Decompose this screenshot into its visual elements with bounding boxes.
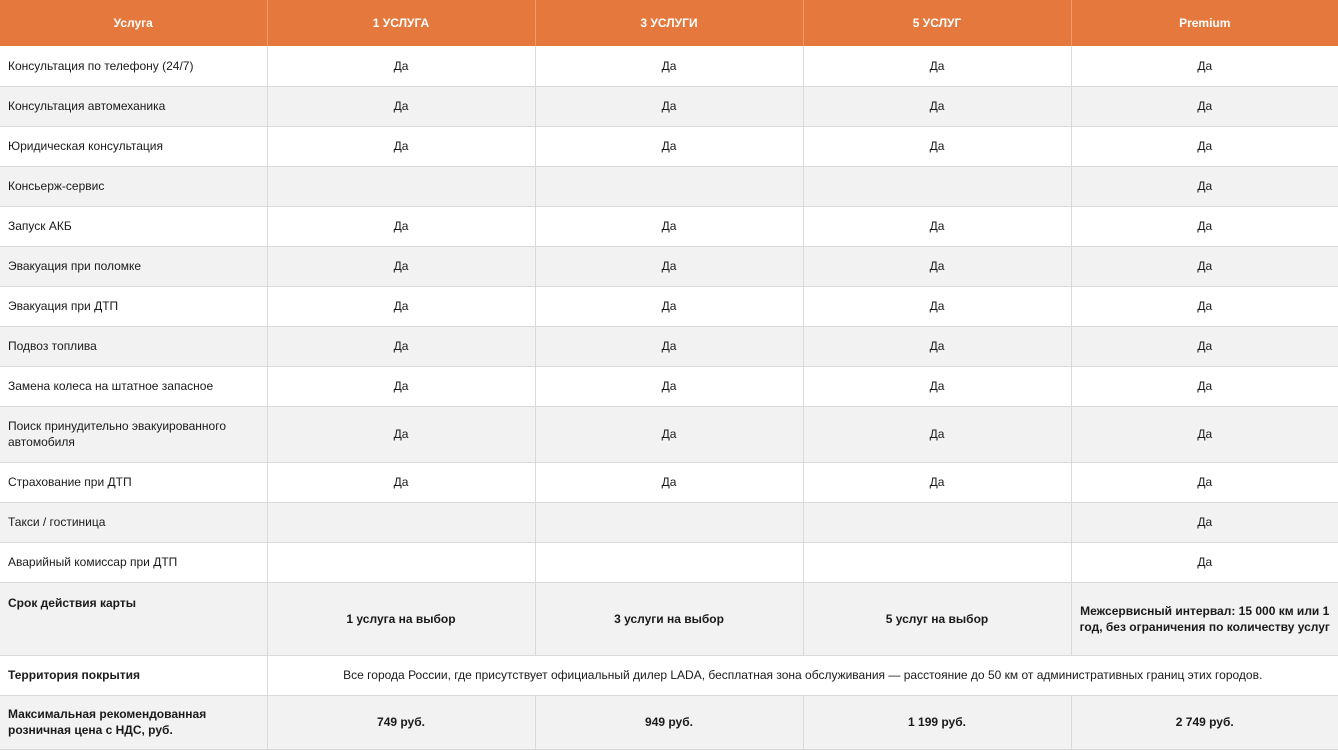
plan-3-cell: Да bbox=[535, 406, 803, 462]
service-name: Поиск принудительно эвакуированного автомобиля bbox=[0, 406, 267, 462]
table-row bbox=[0, 406, 1338, 462]
plan-1-cell bbox=[267, 542, 535, 582]
plan-3-cell: Да bbox=[535, 206, 803, 246]
table-body bbox=[0, 46, 1338, 749]
plan-5-cell: Да bbox=[803, 86, 1071, 126]
price-label: Максимальная рекомендованная розничная цена с НДС, руб. bbox=[0, 695, 267, 749]
territory-value: Все города России, где присутствует официальный дилер LADA, бесплатная зона обслуживания — расстояние до 50 км от административных границ этих городов. bbox=[267, 655, 1338, 695]
header-row bbox=[0, 0, 1338, 46]
table-row bbox=[0, 86, 1338, 126]
table-row bbox=[0, 462, 1338, 502]
table-row bbox=[0, 206, 1338, 246]
validity-label: Срок действия карты bbox=[0, 582, 267, 655]
plan-3-cell bbox=[535, 166, 803, 206]
validity-plan-3: 3 услуги на выбор bbox=[535, 582, 803, 655]
service-name: Страхование при ДТП bbox=[0, 462, 267, 502]
table-row bbox=[0, 542, 1338, 582]
plan-5-cell: Да bbox=[803, 126, 1071, 166]
service-name: Аварийный комиссар при ДТП bbox=[0, 542, 267, 582]
validity-plan-1: 1 услуга на выбор bbox=[267, 582, 535, 655]
plan-5-cell: Да bbox=[803, 366, 1071, 406]
plan-3-cell bbox=[535, 542, 803, 582]
premium-cell: Да bbox=[1071, 406, 1338, 462]
service-name: Консьерж-сервис bbox=[0, 166, 267, 206]
plan-1-cell: Да bbox=[267, 462, 535, 502]
plan-5-cell: Да bbox=[803, 46, 1071, 86]
plan-5-cell: Да bbox=[803, 326, 1071, 366]
header-plan-premium: Premium bbox=[1071, 0, 1338, 46]
plan-1-cell: Да bbox=[267, 406, 535, 462]
plan-1-cell: Да bbox=[267, 286, 535, 326]
premium-cell: Да bbox=[1071, 286, 1338, 326]
plan-3-cell: Да bbox=[535, 126, 803, 166]
premium-cell: Да bbox=[1071, 542, 1338, 582]
plan-1-cell: Да bbox=[267, 46, 535, 86]
premium-cell: Да bbox=[1071, 126, 1338, 166]
table-row bbox=[0, 502, 1338, 542]
validity-row bbox=[0, 582, 1338, 655]
price-plan-3: 949 руб. bbox=[535, 695, 803, 749]
table-row bbox=[0, 166, 1338, 206]
service-name: Консультация по телефону (24/7) bbox=[0, 46, 267, 86]
plan-1-cell bbox=[267, 166, 535, 206]
premium-cell: Да bbox=[1071, 206, 1338, 246]
plan-1-cell bbox=[267, 502, 535, 542]
plan-5-cell: Да bbox=[803, 462, 1071, 502]
plan-5-cell: Да bbox=[803, 246, 1071, 286]
plan-1-cell: Да bbox=[267, 206, 535, 246]
header-plan-5: 5 УСЛУГ bbox=[803, 0, 1071, 46]
premium-cell: Да bbox=[1071, 366, 1338, 406]
price-plan-1: 749 руб. bbox=[267, 695, 535, 749]
plan-3-cell: Да bbox=[535, 286, 803, 326]
plan-5-cell bbox=[803, 542, 1071, 582]
price-premium: 2 749 руб. bbox=[1071, 695, 1338, 749]
plan-3-cell bbox=[535, 502, 803, 542]
service-name: Замена колеса на штатное запасное bbox=[0, 366, 267, 406]
premium-cell: Да bbox=[1071, 86, 1338, 126]
header-plan-1: 1 УСЛУГА bbox=[267, 0, 535, 46]
plan-1-cell: Да bbox=[267, 86, 535, 126]
plan-5-cell: Да bbox=[803, 286, 1071, 326]
service-name: Эвакуация при ДТП bbox=[0, 286, 267, 326]
header-plan-3: 3 УСЛУГИ bbox=[535, 0, 803, 46]
validity-plan-5: 5 услуг на выбор bbox=[803, 582, 1071, 655]
price-row bbox=[0, 695, 1338, 749]
plan-3-cell: Да bbox=[535, 86, 803, 126]
plan-3-cell: Да bbox=[535, 462, 803, 502]
territory-label: Территория покрытия bbox=[0, 655, 267, 695]
table-row bbox=[0, 246, 1338, 286]
plan-3-cell: Да bbox=[535, 46, 803, 86]
table-row bbox=[0, 366, 1338, 406]
service-name: Такси / гостиница bbox=[0, 502, 267, 542]
premium-cell: Да bbox=[1071, 246, 1338, 286]
table-row bbox=[0, 326, 1338, 366]
plan-1-cell: Да bbox=[267, 326, 535, 366]
plan-3-cell: Да bbox=[535, 326, 803, 366]
price-plan-5: 1 199 руб. bbox=[803, 695, 1071, 749]
table-row bbox=[0, 286, 1338, 326]
plan-5-cell bbox=[803, 502, 1071, 542]
service-name: Подвоз топлива bbox=[0, 326, 267, 366]
plan-3-cell: Да bbox=[535, 246, 803, 286]
table-row bbox=[0, 126, 1338, 166]
territory-row bbox=[0, 655, 1338, 695]
table-row bbox=[0, 46, 1338, 86]
premium-cell: Да bbox=[1071, 462, 1338, 502]
premium-cell: Да bbox=[1071, 166, 1338, 206]
plan-1-cell: Да bbox=[267, 246, 535, 286]
service-name: Юридическая консультация bbox=[0, 126, 267, 166]
plan-1-cell: Да bbox=[267, 366, 535, 406]
validity-premium: Межсервисный интервал: 15 000 км или 1 год, без ограничения по количеству услуг bbox=[1071, 582, 1338, 655]
plan-1-cell: Да bbox=[267, 126, 535, 166]
plan-5-cell: Да bbox=[803, 206, 1071, 246]
premium-cell: Да bbox=[1071, 326, 1338, 366]
service-name: Запуск АКБ bbox=[0, 206, 267, 246]
plan-5-cell bbox=[803, 166, 1071, 206]
premium-cell: Да bbox=[1071, 502, 1338, 542]
plan-5-cell: Да bbox=[803, 406, 1071, 462]
plan-3-cell: Да bbox=[535, 366, 803, 406]
table-header bbox=[0, 0, 1338, 46]
premium-cell: Да bbox=[1071, 46, 1338, 86]
service-name: Консультация автомеханика bbox=[0, 86, 267, 126]
service-name: Эвакуация при поломке bbox=[0, 246, 267, 286]
header-service: Услуга bbox=[0, 0, 267, 46]
